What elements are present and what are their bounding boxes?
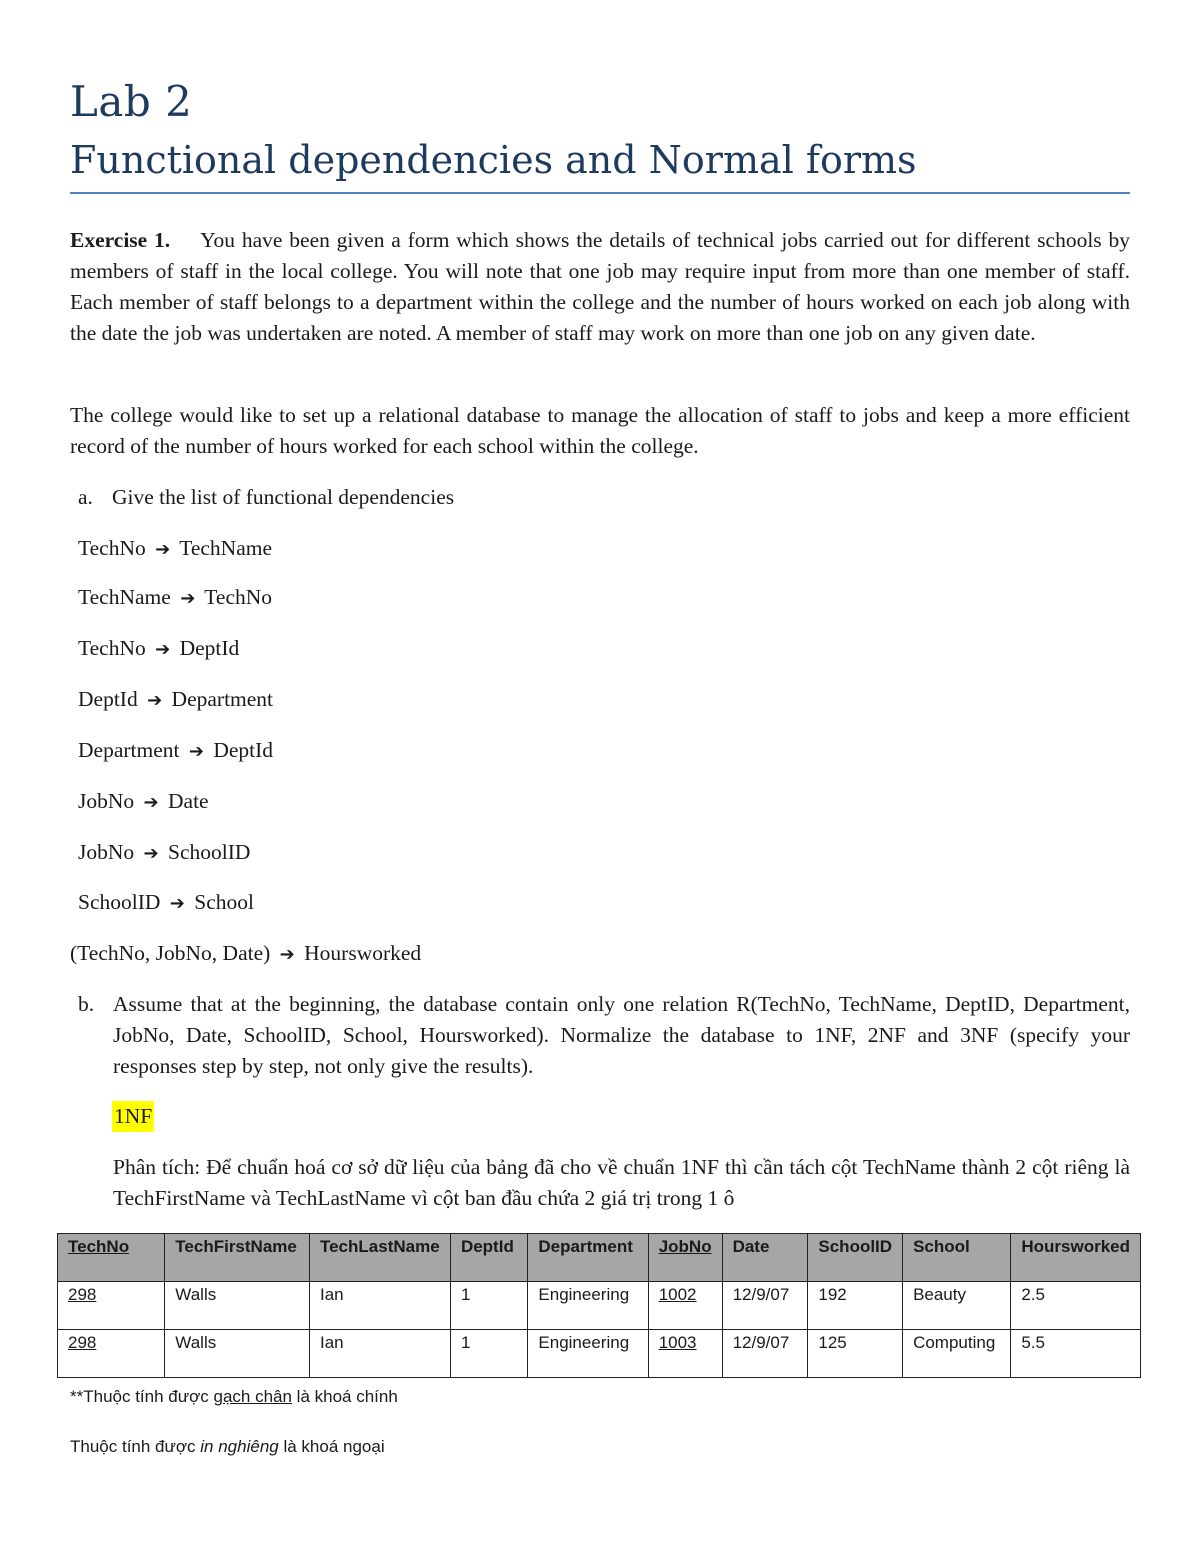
column-header: Date	[722, 1234, 808, 1282]
table-cell: 125	[808, 1330, 903, 1378]
title-underline	[70, 192, 1130, 194]
note-emphasis: in nghiêng	[200, 1437, 279, 1456]
arrow-icon: ➔	[155, 639, 171, 660]
dependency-line	[78, 837, 250, 869]
table-cell: Computing	[903, 1330, 1011, 1378]
table-cell: Engineering	[528, 1282, 648, 1330]
dependency-line	[78, 582, 272, 614]
cell-value: 1003	[658, 1333, 697, 1352]
dependency-rhs: Department	[171, 687, 274, 711]
note-text: là khoá chính	[291, 1387, 398, 1406]
dependency-lhs: TechNo	[78, 636, 146, 660]
note-text: **Thuộc tính được	[70, 1387, 214, 1406]
list-item-a	[78, 482, 454, 513]
table-cell: Beauty	[903, 1282, 1011, 1330]
highlighted-1nf-label: 1NF	[112, 1101, 154, 1132]
dependency-lhs: (TechNo, JobNo, Date)	[70, 941, 271, 965]
table-cell: Walls	[165, 1330, 310, 1378]
dependency-line	[78, 633, 239, 665]
list-marker-b: b.	[78, 992, 95, 1016]
column-header: DeptId	[450, 1234, 527, 1282]
dependency-lhs: JobNo	[78, 789, 135, 813]
exercise-paragraph-1	[70, 225, 1130, 349]
dependency-rhs: School	[194, 890, 254, 914]
table-cell: Engineering	[528, 1330, 648, 1378]
cell-value: 298	[68, 1333, 97, 1352]
dependency-lhs: JobNo	[78, 840, 135, 864]
dependency-lhs: TechNo	[78, 536, 146, 560]
dependency-lhs: TechName	[78, 585, 171, 609]
table-cell: 12/9/07	[722, 1330, 808, 1378]
dependency-line	[78, 533, 272, 565]
list-text-b: Assume that at the beginning, the database contain only one relation R(TechNo, TechName, DeptID, Department, JobNo, Date, SchoolID, School, Hoursworked). Normalize the database to 1NF, 2NF and 3NF (specify your responses step by step, not only give the results).	[113, 992, 1130, 1078]
table-cell: 2.5	[1011, 1282, 1141, 1330]
column-header	[58, 1234, 165, 1282]
arrow-icon: ➔	[279, 944, 295, 965]
table-row	[58, 1330, 1141, 1378]
table-cell: 12/9/07	[722, 1282, 808, 1330]
dependency-rhs: DeptId	[213, 738, 274, 762]
dependency-line	[78, 786, 209, 818]
dependency-rhs: SchoolID	[168, 840, 251, 864]
foreign-key-note	[70, 1435, 385, 1459]
arrow-icon: ➔	[147, 690, 163, 711]
dependency-rhs: DeptId	[179, 636, 240, 660]
table-cell: 1	[450, 1330, 527, 1378]
table-row	[58, 1282, 1141, 1330]
list-text-a: Give the list of functional dependencies	[112, 485, 455, 509]
column-header: School	[903, 1234, 1011, 1282]
list-marker-a: a.	[78, 485, 93, 509]
dependency-line	[78, 887, 254, 919]
table-cell	[58, 1330, 165, 1378]
dependency-rhs: TechName	[179, 536, 273, 560]
dependency-rhs: TechNo	[204, 585, 273, 609]
note-text: là khoá ngoại	[278, 1437, 385, 1456]
table-cell: 192	[808, 1282, 903, 1330]
dependency-rhs: Hoursworked	[304, 941, 422, 965]
lab-title: Lab 2	[70, 77, 193, 126]
primary-key-note	[70, 1385, 398, 1409]
table-cell: 1	[450, 1282, 527, 1330]
table-header-row	[58, 1234, 1141, 1282]
dependency-rhs: Date	[168, 789, 209, 813]
note-emphasis: gạch chân	[213, 1387, 292, 1406]
exercise-text-1: You have been given a form which shows the details of technical jobs carried out for different schools by members of staff in the local college. You will note that one job may require input from more than one member of staff. Each member of staff belongs to a department within the college and the number of hours worked on each job along with the date the job was undertaken are noted. A member of staff may work on more than one job on any given date.	[70, 228, 1130, 345]
header-label: JobNo	[658, 1237, 712, 1256]
arrow-icon: ➔	[180, 588, 196, 609]
column-header: TechLastName	[309, 1234, 450, 1282]
list-item-b	[78, 989, 1130, 1082]
column-header	[648, 1234, 722, 1282]
table-cell: Ian	[309, 1330, 450, 1378]
arrow-icon: ➔	[188, 741, 204, 762]
arrow-icon: ➔	[155, 539, 171, 560]
table-cell	[648, 1282, 722, 1330]
table-cell: Ian	[309, 1282, 450, 1330]
1nf-table	[57, 1233, 1141, 1378]
table-cell	[648, 1330, 722, 1378]
exercise-label: Exercise 1.	[70, 228, 171, 252]
analysis-paragraph: Phân tích: Để chuẩn hoá cơ sở dữ liệu của bảng đã cho về chuẩn 1NF thì cần tách cột TechName thành 2 cột riêng là TechFirstName và TechLastName vì cột ban đầu chứa 2 giá trị trong 1 ô	[113, 1155, 1130, 1210]
dependency-lhs: DeptId	[78, 687, 138, 711]
column-header: Department	[528, 1234, 648, 1282]
dependency-line	[78, 684, 273, 716]
note-text: Thuộc tính được	[70, 1437, 201, 1456]
arrow-icon: ➔	[169, 893, 185, 914]
column-header: TechFirstName	[165, 1234, 310, 1282]
dependency-lhs: Department	[78, 738, 180, 762]
table-cell: 5.5	[1011, 1330, 1141, 1378]
arrow-icon: ➔	[143, 792, 159, 813]
column-header: Hoursworked	[1011, 1234, 1141, 1282]
table-cell: Walls	[165, 1282, 310, 1330]
dependency-lhs: SchoolID	[78, 890, 161, 914]
cell-value: 1002	[658, 1285, 697, 1304]
cell-value: 298	[68, 1285, 97, 1304]
dependency-line	[70, 938, 421, 970]
header-label: TechNo	[68, 1237, 130, 1256]
arrow-icon: ➔	[143, 843, 159, 864]
column-header: SchoolID	[808, 1234, 903, 1282]
lab-subtitle: Functional dependencies and Normal forms	[70, 138, 917, 182]
dependency-line	[78, 735, 273, 767]
table-cell	[58, 1282, 165, 1330]
exercise-paragraph-2: The college would like to set up a relational database to manage the allocation of staff to jobs and keep a more efficient record of the number of hours worked for each school within the college.	[70, 403, 1130, 458]
